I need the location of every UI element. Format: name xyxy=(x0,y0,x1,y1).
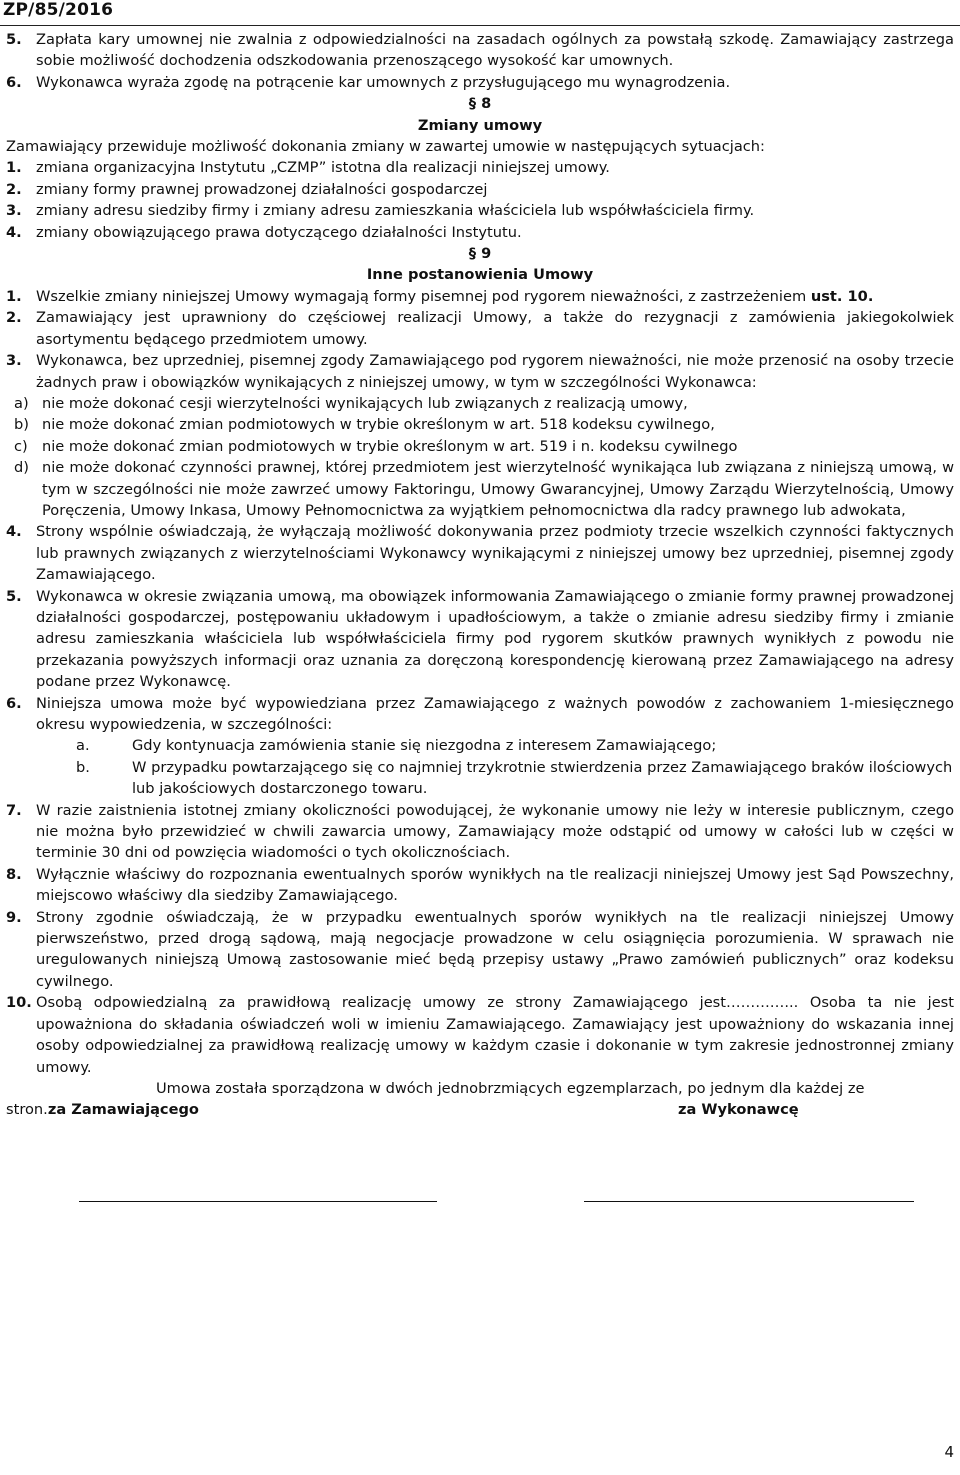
section-8-title: Zmiany umowy xyxy=(417,116,543,134)
sub-label: a) xyxy=(14,394,29,412)
sub-label: b) xyxy=(14,416,29,434)
provision-item xyxy=(6,586,954,693)
item-text: zmiany formy prawnej prowadzonej działalności gospodarczej xyxy=(36,180,488,198)
item-text: Strony zgodnie oświadczają, że w przypadku ewentualnych sporów wynikłych na tle realizacji niniejszej Umowy pierwszeństwo, przed drogą sądową, mają negocjacje prowadzone w celu osiągnięcia porozumienia. W sprawach nie uregulowanych niniejszą Umową zastosowanie mieć będą przepisy ustawy „Prawo zamówień publicznych” oraz kodeksu cywilnego. xyxy=(36,908,954,990)
item-number: 1. xyxy=(6,287,22,305)
sub-item xyxy=(6,735,954,756)
item-text: Wykonawca, bez uprzedniej, pisemnej zgody Zamawiającego pod rygorem nieważności, nie może przenosić na osoby trzecie żadnych praw i obowiązków wynikających z niniejszej umowy, w tym w szczególności Wykonawca: xyxy=(36,352,954,391)
item-number: 9. xyxy=(6,908,22,926)
sub-text: nie może dokonać czynności prawnej, której przedmiotem jest wierzytelność wynikająca lub związana z niniejszą umową, w tym w szczególności nie może zawrzeć umowy Faktoringu, Umowy Gwarancyjnej, Umowy Zarządu Wierzytelnością, Umowy Poręczenia, Umowy Inkasa, Umowy Pełnomocnictwa za wyjątkiem pełnomocnictwa dla radcy prawnego lub adwokata, xyxy=(42,459,954,519)
item-text: Strony wspólnie oświadczają, że wyłączają możliwość dokonywania przez podmioty trzecie wszelkich czynności faktycznych lub prawnych związanych z wierzytelnościami Wykonawcy wynikającymi z niniejszej umowy bez uprzedniej, pisemnej zgody Zamawiającego. xyxy=(36,523,954,584)
document-id: ZP/85/2016 xyxy=(3,0,114,20)
provision-item xyxy=(6,307,954,350)
section-9-sign: § 9 xyxy=(468,245,492,263)
item-text: W razie zaistnienia istotnej zmiany okoliczności powodującej, że wykonanie umowy nie leży w interesie publicznym, czego nie można było przewidzieć w chwili zawarcia umowy, Zamawiający może odstąpić od umowy w całości lub w części w terminie 30 dni od powzięcia wiadomości o tych okolicznościach. xyxy=(36,801,954,862)
item-text: Niniejsza umowa może być wypowiedziana przez Zamawiającego z ważnych powodów z zachowaniem 1-miesięcznego okresu wypowiedzenia, w szczególności: xyxy=(36,694,954,733)
provision-item xyxy=(6,992,954,1078)
signature-lines xyxy=(6,1187,954,1227)
item-number: 2. xyxy=(6,309,22,327)
document-body xyxy=(6,29,954,1227)
sub-label: b. xyxy=(76,758,90,776)
header-rule xyxy=(0,25,960,26)
sub-label: c) xyxy=(14,437,28,455)
item-number: 2. xyxy=(6,180,22,198)
closing-statement: Umowa została sporządzona w dwóch jednobrzmiących egzemplarzach, po jednym dla każdej ze xyxy=(156,1079,865,1097)
section-8-sign: § 8 xyxy=(468,95,492,113)
stron-text xyxy=(6,1099,199,1120)
item-text: Wyłącznie właściwy do rozpoznania ewentualnych sporów wynikłych na tle realizacji niniejszej Umowy jest Sąd Powszechny, miejscowo właściwy dla siedziby Zamawiającego. xyxy=(36,865,954,905)
left-signature-line xyxy=(79,1201,437,1202)
clause-item xyxy=(6,72,954,93)
sub-item xyxy=(6,457,954,521)
item-text: Wykonawca w okresie związania umową, ma obowiązek informowania Zamawiającego o zmianie formy prawnej prowadzonej działalności gospodarczej, postępowaniu układowym i upadłościowym, a także o zmianie adresu siedziby firmy i zmianie adresu zamieszkania właściciela lub współwłaściciela firmy pod rygorem skutków prawnych wynikłych z powodu nie przekazania powyższych informacji oraz uznania za doręczoną korespondencję kierowaną przez Zamawiającego na adresy podane przez Wykonawcę. xyxy=(36,587,954,691)
sub-item xyxy=(6,436,954,457)
change-item xyxy=(6,157,954,178)
right-party-label: za Wykonawcę xyxy=(678,1101,799,1119)
page-number: 4 xyxy=(944,1443,954,1461)
sub-text: W przypadku powtarzającego się co najmniej trzykrotnie stwierdzenia przez Zamawiającego braków ilościowych lub jakościowych dostarczonego towaru. xyxy=(132,758,953,798)
provision-item xyxy=(6,521,954,585)
item-number: 1. xyxy=(6,159,22,177)
item-text: zmiany adresu siedziby firmy i zmiany adresu zamieszkania właściciela lub współwłaściciela firmy. xyxy=(36,202,755,220)
right-signature-line xyxy=(584,1201,914,1202)
clause-item xyxy=(6,29,954,72)
provision-item xyxy=(6,286,954,307)
item-text-bold: ust. 10. xyxy=(810,287,874,305)
left-party-label: za Zamawiającego xyxy=(47,1101,199,1119)
provision-item xyxy=(6,350,954,393)
item-number: 4. xyxy=(6,523,22,541)
section-8-intro: Zamawiający przewiduje możliwość dokonania zmiany w zawartej umowie w następujących sytuacjach: xyxy=(6,138,765,156)
sub-item xyxy=(6,393,954,414)
item-number: 6. xyxy=(6,73,22,91)
item-number: 3. xyxy=(6,352,22,370)
item-text-body: Wszelkie zmiany niniejszej Umowy wymagają formy pisemnej pod rygorem nieważności, z zastrzeżeniem xyxy=(36,287,811,305)
sub-item xyxy=(6,414,954,435)
item-number: 7. xyxy=(6,801,22,819)
signature-block xyxy=(6,1099,954,1187)
sub-text: nie może dokonać zmian podmiotowych w trybie określonym w art. 518 kodeksu cywilnego, xyxy=(42,416,715,434)
item-number: 5. xyxy=(6,31,22,48)
section-9-title: Inne postanowienia Umowy xyxy=(366,266,594,284)
item-number: 6. xyxy=(6,694,22,712)
stron-prefix: stron. xyxy=(6,1101,48,1119)
item-number: 5. xyxy=(6,587,22,605)
provision-item xyxy=(6,693,954,736)
provision-item xyxy=(6,800,954,864)
item-number: 10. xyxy=(6,994,32,1012)
item-text: zmiana organizacyjna Instytutu „CZMP” istotna dla realizacji niniejszej umowy. xyxy=(36,159,610,177)
item-text xyxy=(36,286,954,307)
item-text: zmiany obowiązującego prawa dotyczącego działalności Instytutu. xyxy=(36,223,522,241)
provision-item xyxy=(6,907,954,993)
item-text: Wykonawca wyraża zgodę na potrącenie kar umownych z przysługującego mu wynagrodzenia. xyxy=(36,73,731,91)
change-item xyxy=(6,222,954,243)
provision-item xyxy=(6,864,954,907)
sub-text: nie może dokonać cesji wierzytelności wynikających lub związanych z realizacją umowy, xyxy=(42,394,688,412)
change-item xyxy=(6,179,954,200)
sub-text: nie może dokonać zmian podmiotowych w trybie określonym w art. 519 i n. kodeksu cywilnego xyxy=(42,437,738,455)
item-text: Osobą odpowiedzialną za prawidłową realizację umowy ze strony Zamawiającego jest…………... Osoba ta nie jest upoważniona do składania oświadczeń woli w imieniu Zamawiającego. Zamawiający jest upoważniony do wskazania innej osoby odpowiedzialnej za prawidłową realizację umowy w każdym czasie i dokonanie w tym zakresie jednostronnej zmiany umowy. xyxy=(36,994,954,1076)
sub-label: a. xyxy=(76,737,90,755)
item-text: Zamawiający jest uprawniony do częściowej realizacji Umowy, a także do rezygnacji z zamówienia jakiegokolwiek asortymentu będącego przedmiotem umowy. xyxy=(36,309,954,348)
sub-label: d) xyxy=(14,459,29,477)
sub-item xyxy=(6,757,954,800)
item-number: 8. xyxy=(6,865,22,883)
item-number: 3. xyxy=(6,202,22,220)
sub-text: Gdy kontynuacja zamówienia stanie się niezgodna z interesem Zamawiającego; xyxy=(132,737,717,755)
item-text: Zapłata kary umownej nie zwalnia z odpowiedzialności na zasadach ogólnych za powstałą szkodę. Zamawiający zastrzega sobie możliwość dochodzenia odszkodowania przenoszącego wysokość kar umownych. xyxy=(36,31,954,70)
item-number: 4. xyxy=(6,223,22,241)
change-item xyxy=(6,200,954,221)
